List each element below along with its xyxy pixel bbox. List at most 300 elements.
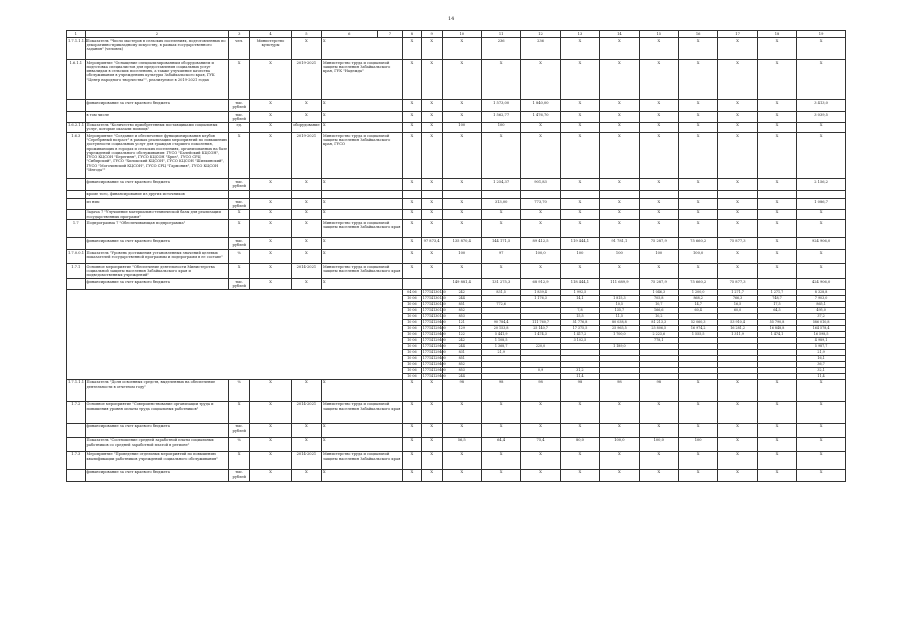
table-cell: 2014-2021 [291, 264, 321, 279]
row-description-cell: Мероприятие "Создание и обеспечение функционирования клубов "Серебряный возраст" в рамках реализации мероприятий по повышению доступности социальных услуг для граждан старшего поколения, проживающих в городах и сельских поселениях, организованных на базе учреждений социального обслуживания: ГУСО "Балейский КЦСОН", ГУСО КЦСОН "Берегиня", ГУСО КЦСОН "Бриз", ГУСО СРЦ "Сибирский", ГУСО "Хилокский КЦСОН", ГУСО КЦСОН "Шилкинский", ГУСО "Могочинский КЦСОН", ГУСО СРЦ "Гармония", ГУСО КЦСОН "Ингода"" [85, 133, 229, 179]
table-cell [321, 191, 402, 199]
row-description-cell: из них: [85, 199, 229, 210]
table-cell: X [718, 264, 757, 279]
budget-code-cell: 766,3 [718, 295, 757, 301]
row-description-cell: Основное мероприятие "Обеспечение деятельности Министерства социальной защиты населения Забайкальского края и подведомственных учреждений" [85, 264, 229, 279]
table-cell: X [600, 133, 639, 179]
table-cell: X [291, 199, 321, 210]
table-cell: X [678, 379, 717, 401]
table-cell: X [757, 60, 796, 100]
table-cell: X [403, 379, 422, 401]
table-cell: X [403, 38, 422, 60]
table-cell: 1 573,00 [481, 100, 520, 112]
table-cell: X [421, 379, 442, 401]
table-cell: X [718, 209, 757, 220]
table-cell: % [229, 250, 250, 264]
table-cell: 75,4 [521, 437, 560, 451]
table-cell [797, 191, 846, 199]
table-cell: 75 660,2 [678, 238, 717, 250]
budget-code-cell: 10 06 [403, 301, 422, 307]
table-cell: 56,5 [442, 437, 481, 451]
column-number-cell: 17 [718, 31, 757, 38]
table-cell: X [797, 60, 846, 100]
table-cell: X [442, 209, 481, 220]
column-number-cell: 7 [377, 31, 403, 38]
table-row [67, 437, 846, 451]
table-cell: X [757, 469, 796, 481]
budget-code-cell: 17714130130 [422, 307, 446, 312]
table-cell: X [442, 469, 481, 481]
budget-code-cell: 60,0 [718, 307, 757, 313]
table-cell: 98 [560, 379, 599, 401]
budget-code-cell: 244 [442, 343, 481, 349]
table-cell: X [718, 379, 757, 401]
table-cell: X [797, 209, 846, 220]
table-row [67, 122, 846, 133]
table-cell [600, 191, 639, 199]
table-cell: X [321, 469, 402, 481]
table-cell: тыс. рублей [229, 112, 250, 123]
row-number-cell: 1.7.2 [67, 401, 86, 423]
table-cell: тыс. рублей [229, 238, 250, 250]
table-cell: X [757, 238, 796, 250]
table-cell: X [600, 423, 639, 437]
table-cell: X [403, 469, 422, 481]
row-number-cell: 1.7.1 [67, 264, 86, 279]
table-cell: 924 906,0 [797, 238, 846, 250]
budget-code-cell: 17,5 [757, 301, 796, 307]
table-cell: X [229, 60, 250, 100]
table-cell: X [718, 199, 757, 210]
budget-code-cell: 853 [442, 367, 481, 373]
table-cell: X [229, 209, 250, 220]
budget-code-cell: 1 474,3 [521, 331, 560, 337]
table-cell: 1 562,77 [481, 112, 520, 123]
table-cell: X [403, 437, 422, 451]
budget-code-cell: 111 760,7 [521, 319, 560, 325]
table-cell: X [797, 250, 846, 264]
table-cell: X [321, 112, 402, 123]
table-cell: X [481, 469, 520, 481]
table-cell: 75 287,9 [639, 279, 678, 290]
table-cell: X [600, 60, 639, 100]
table-cell: X [678, 38, 717, 60]
table-cell: Министерство труда и социальной защиты населения Забайкальского края, ГУК "Надежда" [321, 60, 402, 100]
budget-code-cell: 831,5 [481, 289, 520, 295]
table-row [67, 451, 846, 469]
table-cell: X [600, 179, 639, 191]
budget-code-cell: 20 153,8 [481, 325, 520, 331]
table-cell: 1 476,70 [521, 112, 560, 123]
table-cell: 98 [442, 379, 481, 401]
budget-code-cell: 10 06 [403, 367, 422, 373]
table-row [67, 423, 846, 437]
table-cell: X [291, 423, 321, 437]
table-cell: X [250, 112, 292, 123]
table-cell: X [678, 220, 717, 238]
table-cell: 131 275,3 [481, 279, 520, 290]
budget-code-cell: 4 989,1 [797, 337, 846, 343]
table-cell: X [250, 423, 292, 437]
column-number-cell: 2 [85, 31, 229, 38]
table-cell [229, 191, 250, 199]
budget-code-cell: 1 555,5 [678, 331, 717, 337]
table-cell: X [481, 264, 520, 279]
table-cell: 2014-2021 [291, 401, 321, 423]
budget-code-cell: 1 046,3 [639, 289, 678, 295]
table-cell: 236 [481, 38, 520, 60]
budget-code-cell: 17714129400 [422, 361, 446, 366]
table-cell: X [521, 264, 560, 279]
column-number-cell: 10 [442, 31, 481, 38]
table-cell: 118 444,1 [560, 279, 599, 290]
table-cell: X [560, 220, 599, 238]
table-cell: X [481, 60, 520, 100]
budget-code-cell: 25 140,7 [521, 325, 560, 331]
budget-code-cell: 851 [442, 355, 481, 361]
budget-code-cell: 121 [442, 319, 481, 325]
table-cell: X [321, 199, 402, 210]
table-cell: 100,0 [678, 250, 717, 264]
table-cell: X [250, 379, 292, 401]
table-cell: 2019-2021 [291, 60, 321, 100]
table-cell: X [718, 133, 757, 179]
table-cell: 100,0 [521, 250, 560, 264]
table-cell: X [321, 279, 402, 290]
row-number-cell: 1.7 [67, 220, 86, 238]
row-number-cell [67, 179, 86, 191]
table-cell: тыс. рублей [229, 469, 250, 481]
table-cell: X [678, 264, 717, 279]
budget-code-cell: 1 200,0 [678, 289, 717, 295]
table-cell: X [481, 133, 520, 179]
table-cell: оборудование [291, 122, 321, 133]
table-row [67, 469, 846, 481]
table-cell: X [560, 122, 599, 133]
table-cell: 100 [442, 122, 481, 133]
budget-code-cell: 1 815,3 [600, 295, 639, 301]
budget-code-cell: 53 910,4 [718, 319, 757, 325]
table-cell: X [291, 38, 321, 60]
table-cell: 424 906,0 [797, 279, 846, 290]
row-number-cell [67, 100, 86, 112]
table-cell: тыс. рублей [229, 179, 250, 191]
table-cell: X [321, 379, 402, 401]
row-number-cell [67, 209, 86, 220]
table-cell: X [403, 133, 422, 179]
budget-code-cell: 10 06 [403, 337, 422, 343]
table-cell: X [560, 469, 599, 481]
table-cell: X [403, 122, 422, 133]
budget-code-cell: 52 060,3 [678, 319, 717, 325]
table-cell: 3 039,5 [797, 112, 846, 123]
budget-code-cell: 10,5 [600, 301, 639, 307]
table-cell: X [421, 401, 442, 423]
budget-code-cell: 1 108,5 [481, 337, 520, 343]
table-cell: X [403, 423, 422, 437]
table-cell [678, 191, 717, 199]
table-cell: X [521, 451, 560, 469]
table-cell: X [678, 199, 717, 210]
budget-code-cell: 748,7 [757, 295, 796, 301]
table-cell: X [250, 100, 292, 112]
table-cell: X [678, 179, 717, 191]
row-description-cell: финансирование за счет краевого бюджета [85, 238, 229, 250]
table-cell [757, 191, 796, 199]
table-cell: 119 444,1 [560, 238, 599, 250]
table-cell: X [403, 264, 422, 279]
budget-code-cell: 129 [442, 325, 481, 331]
row-description-cell: Показатель "Число мастеров в сельских поселениях, подготовленных по декоративно-прикладному искусству, в рамках государственного задания" (человек) [85, 38, 229, 60]
table-cell: X [797, 38, 846, 60]
row-number-cell: 1.7.0.0.1 [67, 250, 86, 264]
budget-code-cell: 17714129400 [422, 349, 446, 354]
row-description-cell: финансирование за счет краевого бюджета [85, 100, 229, 112]
budget-code-cell: 705,8 [639, 295, 678, 301]
table-cell: 1 254,37 [481, 179, 520, 191]
row-description-cell: Мероприятие "Проведение отдельных мероприятий по повышению квалификации работников учреждений социального обслуживания" [85, 451, 229, 469]
budget-code-cell: 2 223,6 [639, 331, 678, 337]
table-cell: X [560, 179, 599, 191]
budget-code-cell: 17714129400 [422, 367, 446, 372]
budget-code-cell: 25 965,5 [600, 325, 639, 331]
row-number-cell [67, 279, 86, 290]
table-cell [718, 191, 757, 199]
column-number-cell: 1 [67, 31, 86, 38]
column-number-cell: 8 [403, 31, 422, 38]
table-row [67, 191, 846, 199]
row-number-cell: 1.6.2.1.1 [67, 122, 86, 133]
table-cell: 3 413,0 [797, 100, 846, 112]
table-cell: X [797, 220, 846, 238]
table-cell: X [639, 133, 678, 179]
table-cell: X [481, 423, 520, 437]
budget-code-cell: 16 974,2 [678, 325, 717, 331]
budget-code-cell: 11,4 [560, 373, 599, 379]
table-cell: X [797, 379, 846, 401]
table-cell: X [442, 60, 481, 100]
table-cell: тыс. рублей [229, 100, 250, 112]
table-cell: X [757, 199, 796, 210]
budget-code-cell: 11,5 [600, 313, 639, 319]
table-cell: X [521, 401, 560, 423]
table-cell: тыс. рублей [229, 423, 250, 437]
table-cell: X [421, 220, 442, 238]
table-cell: X [718, 122, 757, 133]
column-number-cell: 6 [321, 31, 377, 38]
table-cell: X [250, 179, 292, 191]
table-cell: X [421, 38, 442, 60]
table-cell: X [560, 451, 599, 469]
budget-code-cell: 16,1 [797, 355, 846, 361]
column-number-row [67, 31, 846, 38]
budget-code-cell: 1 176,3 [521, 295, 560, 301]
row-description-cell: Подпрограмма 7 "Обеспечивающая подпрограмма" [85, 220, 229, 238]
budget-code-cell: 90 784,4 [481, 319, 520, 325]
table-cell: 111 689,9 [600, 279, 639, 290]
table-cell: X [421, 60, 442, 100]
budget-code-cell: 17714130130 [422, 289, 446, 294]
table-cell: X [639, 179, 678, 191]
table-cell: X [757, 179, 796, 191]
budget-code-cell: 17714129400 [422, 373, 446, 378]
table-cell: 100,0 [639, 437, 678, 451]
budget-code-cell: 16 281,2 [718, 325, 757, 331]
budget-code-cell: 31,2 [560, 367, 599, 373]
column-number-cell: 14 [600, 31, 639, 38]
page-number: 14 [448, 16, 455, 22]
table-cell: 149 881,4 [442, 279, 481, 290]
row-number-cell [67, 191, 86, 199]
table-cell: 901,83 [521, 179, 560, 191]
table-row [67, 379, 846, 401]
table-row [67, 100, 846, 112]
table-cell: X [250, 469, 292, 481]
budget-code-cell: 15,5 [560, 313, 599, 319]
table-cell: X [678, 209, 717, 220]
budget-code-cell: 17714129400 [422, 355, 446, 360]
budget-code-cell: 1 271,7 [718, 289, 757, 295]
table-cell: X [600, 38, 639, 60]
table-cell: 236 [521, 38, 560, 60]
table-cell: X [442, 264, 481, 279]
budget-code-cell: 32,1 [797, 367, 846, 373]
row-description-cell: Основное мероприятие "Совершенствование организации труда и повышения уровня оплаты труда социальных работников" [85, 401, 229, 423]
table-cell: 1 086,7 [797, 199, 846, 210]
table-cell: X [757, 423, 796, 437]
budget-code-cell: 10,2 [639, 313, 678, 319]
table-cell: X [797, 437, 846, 451]
table-cell: X [600, 199, 639, 210]
table-cell: X [403, 250, 422, 264]
table-cell: тыс. рублей [229, 199, 250, 210]
budget-code-cell: 868,2 [678, 295, 717, 301]
table-cell: X [678, 469, 717, 481]
table-cell: X [678, 401, 717, 423]
table-cell: X [250, 401, 292, 423]
table-cell: X [442, 451, 481, 469]
table-cell: 68 912,9 [521, 279, 560, 290]
table-cell: X [291, 100, 321, 112]
budget-code-cell: 5 441,9 [481, 331, 520, 337]
table-cell [403, 279, 422, 290]
row-description-cell: финансирование за счет краевого бюджета [85, 469, 229, 481]
table-cell: X [757, 401, 796, 423]
table-cell: X [797, 451, 846, 469]
column-number-cell: 5 [291, 31, 321, 38]
table-cell: X [639, 401, 678, 423]
budget-code-cell: 8 328,8 [797, 289, 846, 295]
column-number-cell: 4 [250, 31, 292, 38]
table-cell: X [757, 250, 796, 264]
table-cell: X [321, 437, 402, 451]
table-row [67, 179, 846, 191]
table-cell: X [600, 264, 639, 279]
table-cell: 100 [560, 250, 599, 264]
budget-code-cell: 10 06 [403, 343, 422, 349]
table-cell [481, 191, 520, 199]
table-cell: 1 840,00 [521, 100, 560, 112]
table-cell: X [442, 112, 481, 123]
budget-code-cell: 80 038,8 [600, 319, 639, 325]
table-cell: Министерство труда и социальной защиты населения Забайкальского края [321, 264, 402, 279]
budget-code-cell: 1 417,2 [560, 331, 599, 337]
table-row [67, 133, 846, 179]
budget-code-cell: 0,9 [521, 367, 560, 373]
table-cell: X [291, 437, 321, 451]
table-cell: 89 412,5 [521, 238, 560, 250]
table-cell: 98 [600, 379, 639, 401]
table-cell: X [639, 451, 678, 469]
budget-code-cell: 10 06 [403, 361, 422, 367]
budget-code-cell: 1 368,7 [481, 343, 520, 349]
table-cell: 75 287,9 [639, 238, 678, 250]
table-cell: 97 873,4 [421, 238, 442, 250]
table-cell [421, 279, 442, 290]
table-cell: X [560, 199, 599, 210]
column-number-cell: 12 [521, 31, 560, 38]
table-cell: X [403, 451, 422, 469]
budget-code-cell: 586 010,8 [797, 319, 846, 325]
table-row [67, 279, 846, 290]
budget-code-cell: 14,1 [560, 295, 599, 301]
table-cell: X [600, 451, 639, 469]
table-cell: X [442, 133, 481, 179]
table-cell: X [678, 133, 717, 179]
table-cell: X [403, 401, 422, 423]
budget-code-cell: 11,4 [797, 373, 846, 379]
table-cell: 144 171,5 [481, 238, 520, 250]
table-cell: X [678, 60, 717, 100]
table-cell: X [291, 179, 321, 191]
table-cell: X [600, 112, 639, 123]
table-cell: X [403, 209, 422, 220]
table-cell: X [229, 451, 250, 469]
budget-code-cell: 1 700,0 [600, 331, 639, 337]
table-cell: X [442, 423, 481, 437]
table-cell: X [678, 423, 717, 437]
table-cell: X [757, 112, 796, 123]
table-cell: X [321, 250, 402, 264]
table-row [67, 250, 846, 264]
table-cell: X [797, 133, 846, 179]
table-cell: X [421, 250, 442, 264]
table-cell: X [757, 379, 796, 401]
table-cell: Министерство труда и социальной защиты населения Забайкальского края, ГУСО [321, 133, 402, 179]
table-cell: X [421, 122, 442, 133]
budget-code-cell: 55 790,8 [757, 319, 796, 325]
table-cell: 313,00 [481, 199, 520, 210]
budget-code-cell: 16 848,8 [757, 325, 796, 331]
table-row [67, 220, 846, 238]
table-row [67, 209, 846, 220]
budget-code-cell: 853 [442, 313, 481, 319]
row-number-cell [67, 112, 86, 123]
table-cell: X [421, 469, 442, 481]
table-cell [421, 191, 442, 199]
budget-code-cell: 1 992,5 [560, 289, 599, 295]
table-cell: X [560, 60, 599, 100]
table-cell: 98 [481, 379, 520, 401]
row-number-cell [67, 469, 86, 481]
table-cell: X [600, 100, 639, 112]
table-cell: X [521, 133, 560, 179]
table-cell: X [757, 38, 796, 60]
table-cell: Министерство труда и социальной защиты населения Забайкальского края [321, 401, 402, 423]
table-cell: 97 [481, 250, 520, 264]
budget-code-cell: 21,9 [797, 349, 846, 355]
column-number-cell: 9 [421, 31, 442, 38]
